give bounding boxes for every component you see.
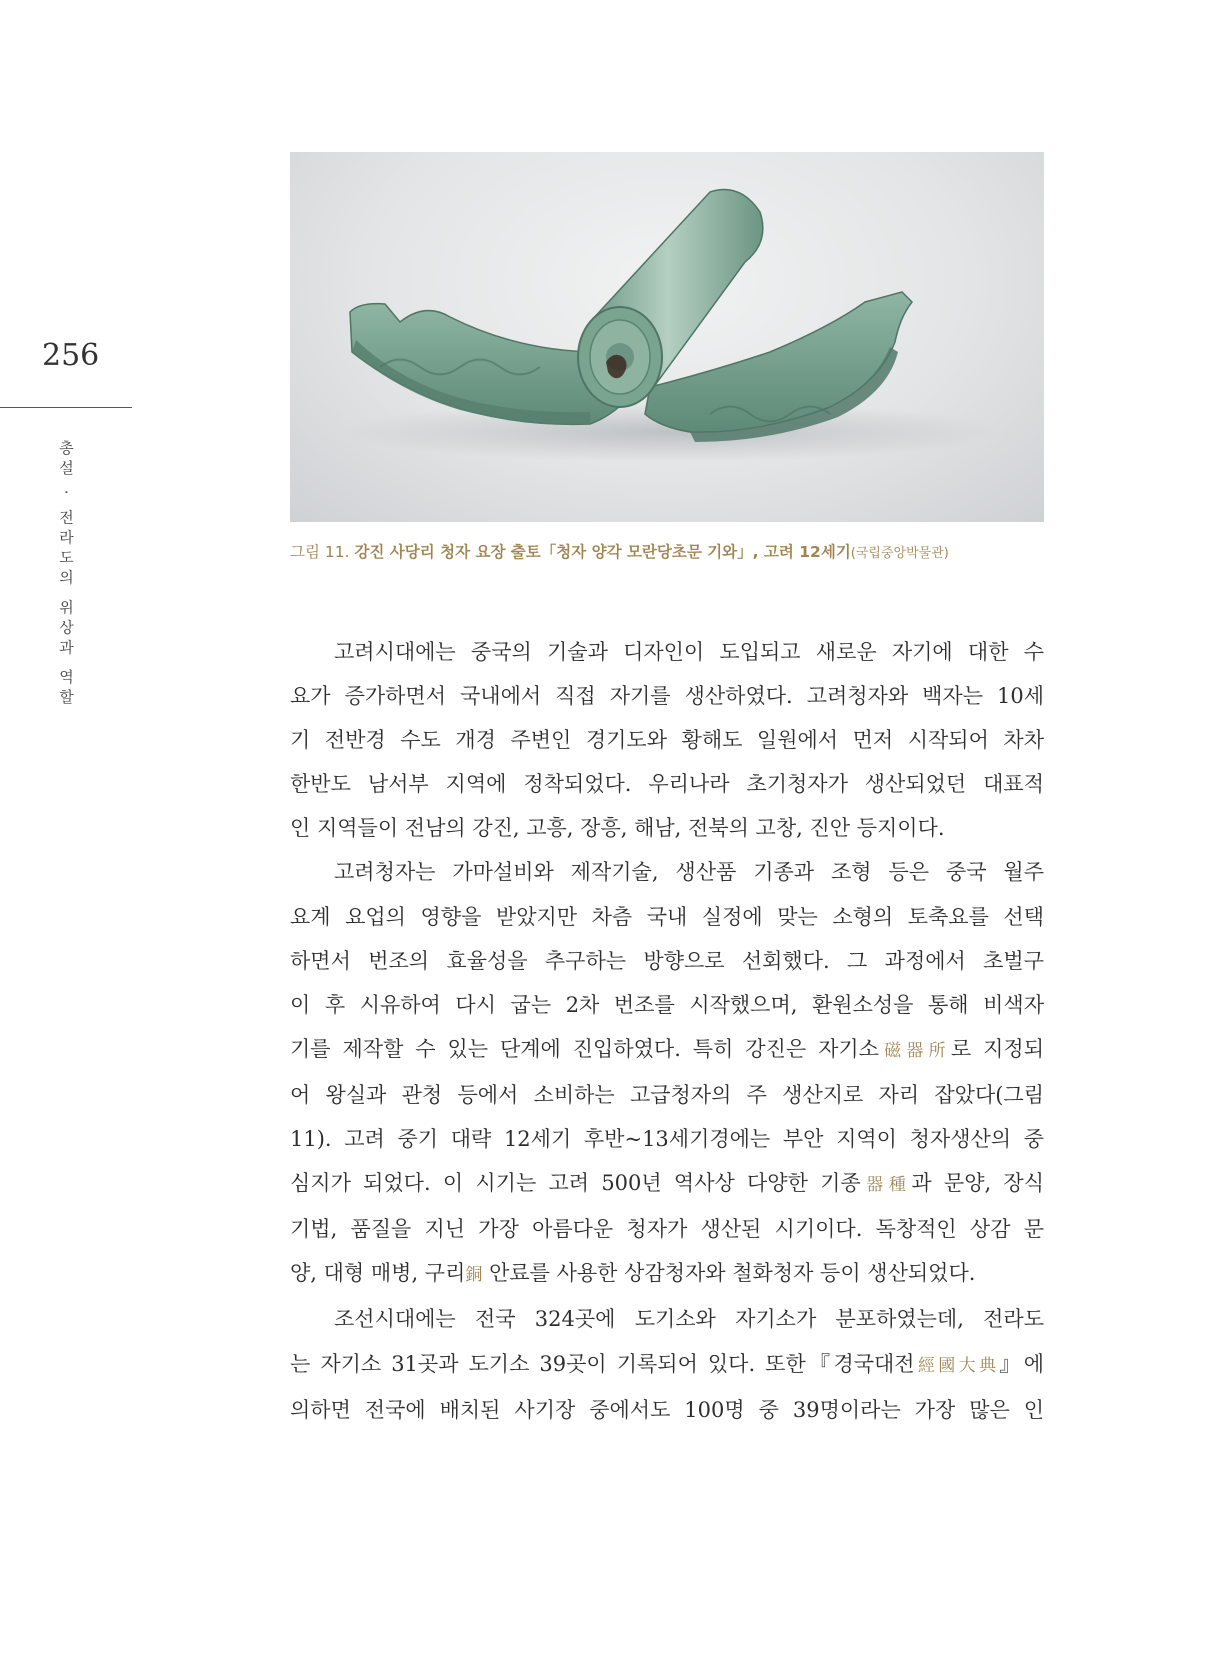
text-segment: 안료를 사용한 상감청자와 철화청자 등이 생산되었다.: [482, 1261, 976, 1286]
body-text: [290, 630, 1044, 1432]
text-line: 11). 고려 중기 대략 12세기 후반~13세기경에는 부안 지역이 청자생산의 중: [290, 1127, 1044, 1152]
paragraph-3: [290, 1297, 1044, 1431]
text-line: 인 지역들이 전남의 강진, 고흥, 장흥, 해남, 전북의 고창, 진안 등지이다.: [290, 816, 945, 841]
text-line: 요계 요업의 영향을 받았지만 차츰 국내 실정에 맞는 소형의 토축요를 선택: [290, 904, 1044, 929]
side-section-title: 총설 · 전라도의 위상과 역할: [57, 440, 75, 709]
text-segment: 』에: [999, 1351, 1044, 1376]
text-line: [290, 1161, 1044, 1207]
text-line: 이 후 시유하여 다시 굽는 2차 번조를 시작했으며, 환원소성을 통해 비색자: [290, 992, 1044, 1017]
text-line: [290, 1027, 1044, 1073]
text-segment: 로 지정되: [950, 1036, 1044, 1061]
hanja-annotation: 銅: [465, 1265, 483, 1286]
text-line: 의하면 전국에 배치된 사기장 중에서도 100명 중 39명이라는 가장 많은 인: [290, 1397, 1044, 1422]
text-line: 고려청자는 가마설비와 제작기술, 생산품 기종과 조형 등은 중국 월주: [334, 860, 1044, 885]
figure-photo: [290, 152, 1044, 522]
text-line: 한반도 남서부 지역에 정착되었다. 우리나라 초기청자가 생산되었던 대표적: [290, 772, 1044, 797]
text-segment: 기를 제작할 수 있는 단계에 진입하였다. 특히 강진은 자기소: [290, 1036, 879, 1061]
paragraph-2: [290, 850, 1044, 1297]
text-line: 기법, 품질을 지닌 가장 아름다운 청자가 생산된 시기이다. 독창적인 상감 문: [290, 1217, 1044, 1242]
text-segment: 양, 대형 매병, 구리: [290, 1261, 466, 1286]
text-line: 어 왕실과 관청 등에서 소비하는 고급청자의 주 생산지로 자리 잡았다(그림: [290, 1082, 1044, 1107]
hanja-annotation: 磁器所: [878, 1040, 951, 1061]
text-line: 요가 증가하면서 국내에서 직접 자기를 생산하였다. 고려청자와 백자는 10세: [290, 684, 1044, 709]
figure-label: 그림 11.: [290, 543, 350, 561]
text-line: [290, 1342, 1044, 1388]
text-line: 하면서 번조의 효율성을 추구하는 방향으로 선회했다. 그 과정에서 초벌구: [290, 948, 1044, 973]
margin-rule: [0, 407, 132, 408]
text-line: 기 전반경 수도 개경 주변인 경기도와 황해도 일원에서 먼저 시작되어 차차: [290, 728, 1044, 753]
text-line: 조선시대에는 전국 324곳에 도기소와 자기소가 분포하였는데, 전라도: [334, 1307, 1044, 1332]
text-line: [290, 1251, 1044, 1297]
hanja-annotation: 器種: [860, 1175, 912, 1196]
figure-source: (국립중앙박물관): [850, 546, 949, 561]
paragraph-1: [290, 630, 1044, 850]
text-segment: 는 자기소 31곳과 도기소 39곳이 기록되어 있다. 또한『경국대전: [290, 1351, 915, 1376]
hanja-annotation: 經國大典: [914, 1355, 1000, 1376]
page-number: 256: [42, 338, 100, 373]
celadon-roof-tile-image: [290, 152, 1044, 522]
text-line: 고려시대에는 중국의 기술과 디자인이 도입되고 새로운 자기에 대한 수: [334, 640, 1044, 664]
figure-caption: [290, 540, 1050, 562]
text-segment: 심지가 되었다. 이 시기는 고려 500년 역사상 다양한 기종: [290, 1171, 861, 1196]
text-segment: 과 문양, 장식: [911, 1171, 1044, 1196]
figure-title: 강진 사당리 청자 요장 출토「청자 양각 모란당초문 기와」, 고려 12세기: [354, 543, 851, 561]
